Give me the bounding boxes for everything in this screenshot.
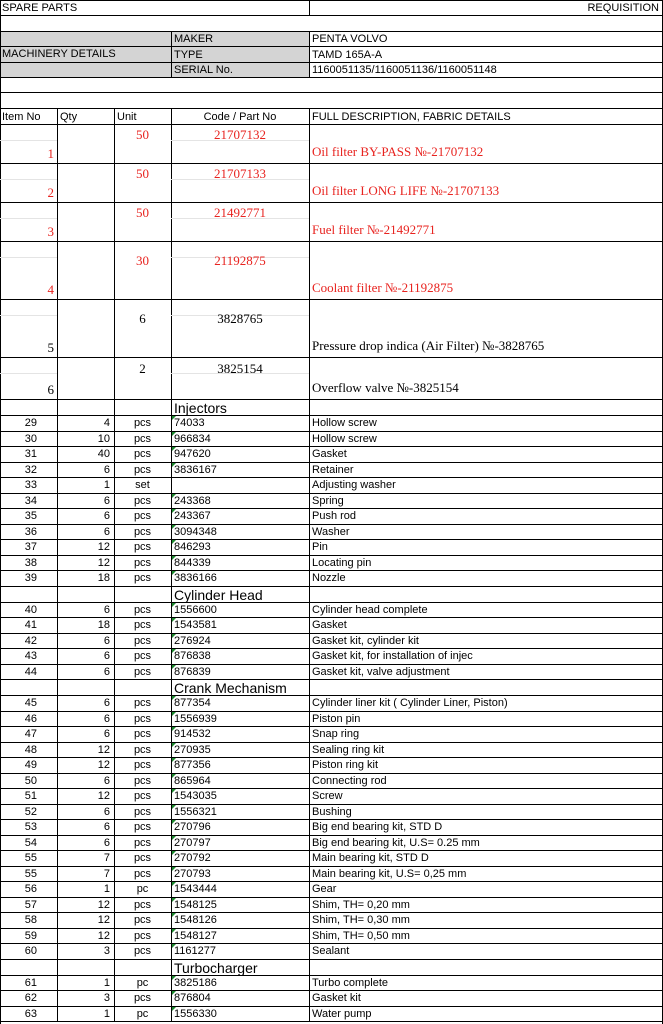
qty-value: 1 <box>103 977 110 989</box>
part-code: 270793 <box>174 868 211 880</box>
part-code: 1161277 <box>174 945 217 957</box>
col-description-header: FULL DESCRIPTION, FABRIC DETAILS <box>312 111 511 123</box>
part-code: 1556330 <box>174 1008 217 1020</box>
qty-value: 12 <box>97 557 110 569</box>
item-number: 57 <box>24 899 37 911</box>
unit-value: pcs <box>133 821 152 833</box>
part-description: Hollow screw <box>312 433 377 445</box>
part-description: Overflow valve №-3825154 <box>312 381 459 395</box>
item-number: 32 <box>24 464 37 476</box>
item-number: 5 <box>47 341 54 355</box>
row-divider <box>0 46 663 47</box>
row-divider <box>0 399 663 400</box>
column-divider <box>309 0 310 15</box>
unit-value: pcs <box>133 526 152 538</box>
part-description: Adjusting washer <box>312 479 396 491</box>
item-number: 51 <box>24 790 37 802</box>
unit-value: pcs <box>133 930 152 942</box>
item-number: 49 <box>24 759 37 771</box>
item-number: 30 <box>24 433 37 445</box>
part-description: Gasket kit, for installation of injec <box>312 650 473 662</box>
qty-value: 7 <box>103 868 110 880</box>
part-description: Main bearing kit, STD D <box>312 852 429 864</box>
qty-value: 18 <box>97 572 110 584</box>
qty-value: 6 <box>103 713 110 725</box>
part-description: Turbo complete <box>312 977 389 989</box>
unit-value: 30 <box>136 254 149 268</box>
part-code: 243368 <box>174 495 211 507</box>
part-description: Gear <box>312 883 337 895</box>
unit-value: pcs <box>133 837 152 849</box>
item-number: 56 <box>24 883 37 895</box>
item-number: 35 <box>24 510 37 522</box>
qty-value: 12 <box>97 541 110 553</box>
part-description: Nozzle <box>312 572 346 584</box>
part-code: 270797 <box>174 837 211 849</box>
row-subline <box>0 179 57 180</box>
item-number: 46 <box>24 713 37 725</box>
row-divider <box>0 124 663 125</box>
qty-value: 6 <box>103 464 110 476</box>
part-description: Connecting rod <box>312 775 387 787</box>
row-divider <box>0 241 663 242</box>
part-code: 1548125 <box>174 899 217 911</box>
unit-value: 6 <box>139 312 146 326</box>
part-code: 914532 <box>174 728 211 740</box>
item-number: 60 <box>24 945 37 957</box>
serial-value: 1160051135/1160051136/1160051148 <box>312 64 497 76</box>
column-divider <box>309 124 310 399</box>
item-number: 41 <box>24 619 37 631</box>
part-description: Bushing <box>312 806 352 818</box>
part-code: 844339 <box>174 557 211 569</box>
part-code: 3094348 <box>174 526 217 538</box>
row-subline <box>0 373 57 374</box>
row-divider <box>0 0 663 1</box>
part-description: Pin <box>312 541 328 553</box>
part-code: 1556321 <box>174 806 217 818</box>
part-description: Fuel filter №-21492771 <box>312 223 436 237</box>
item-number: 50 <box>24 775 37 787</box>
unit-value: pcs <box>133 464 152 476</box>
row-divider <box>0 586 663 587</box>
maker-label: MAKER <box>174 33 214 45</box>
part-description: Water pump <box>312 1008 372 1020</box>
row-divider <box>0 77 663 78</box>
unit-value: pcs <box>133 557 152 569</box>
item-number: 52 <box>24 806 37 818</box>
row-divider <box>0 92 663 93</box>
unit-value: pcs <box>133 868 152 880</box>
unit-value: pcs <box>133 759 152 771</box>
section-title: Injectors <box>174 400 227 416</box>
item-number: 40 <box>24 604 37 616</box>
column-divider <box>309 31 310 77</box>
part-description: Piston ring kit <box>312 759 379 771</box>
row-divider <box>0 1021 663 1022</box>
qty-value: 1 <box>103 479 110 491</box>
row-subline <box>0 315 57 316</box>
unit-value: pc <box>136 1008 149 1020</box>
row-divider <box>0 15 663 16</box>
part-description: Sealing ring kit <box>312 744 385 756</box>
unit-value: set <box>135 479 150 491</box>
part-code: 876839 <box>174 666 211 678</box>
part-code: 276924 <box>174 635 211 647</box>
part-code: 1543581 <box>174 619 217 631</box>
unit-value: pcs <box>133 510 152 522</box>
qty-value: 6 <box>103 650 110 662</box>
column-divider <box>57 124 58 399</box>
column-divider <box>171 399 172 1021</box>
item-number: 63 <box>24 1008 37 1020</box>
unit-value: pcs <box>133 899 152 911</box>
qty-value: 12 <box>97 759 110 771</box>
unit-value: pcs <box>133 572 152 584</box>
item-number: 61 <box>24 977 37 989</box>
serial-label: SERIAL No. <box>174 64 233 76</box>
part-code: 846293 <box>174 541 211 553</box>
qty-value: 6 <box>103 666 110 678</box>
unit-value: 2 <box>139 362 146 376</box>
unit-value: pcs <box>133 495 152 507</box>
unit-value: pcs <box>133 992 152 1004</box>
row-divider <box>0 299 663 300</box>
part-description: Oil filter LONG LIFE №-21707133 <box>312 184 500 198</box>
section-title: Turbocharger <box>174 959 258 976</box>
qty-value: 6 <box>103 495 110 507</box>
part-description: Spring <box>312 495 344 507</box>
part-code: 21707133 <box>214 167 266 181</box>
part-description: Locating pin <box>312 557 372 569</box>
row-divider <box>0 679 663 680</box>
row-divider <box>0 108 663 109</box>
item-number: 2 <box>47 186 54 200</box>
part-code: 3825154 <box>217 362 263 376</box>
qty-value: 4 <box>103 417 110 429</box>
qty-value: 12 <box>97 790 110 802</box>
unit-value: pc <box>136 883 149 895</box>
item-number: 33 <box>24 479 37 491</box>
part-code: 21192875 <box>214 254 266 268</box>
part-code: 1543444 <box>174 883 217 895</box>
part-code: 876804 <box>174 992 211 1004</box>
part-code: 876838 <box>174 650 211 662</box>
unit-value: pcs <box>133 728 152 740</box>
item-number: 29 <box>24 417 37 429</box>
unit-value: pcs <box>133 619 152 631</box>
item-number: 47 <box>24 728 37 740</box>
qty-value: 12 <box>97 914 110 926</box>
qty-value: 6 <box>103 821 110 833</box>
unit-value: pc <box>136 977 149 989</box>
part-description: Oil filter BY-PASS №-21707132 <box>312 145 484 159</box>
column-divider <box>114 399 115 1021</box>
part-description: Gasket <box>312 448 347 460</box>
part-description: Gasket kit, valve adjustment <box>312 666 450 678</box>
qty-value: 6 <box>103 697 110 709</box>
unit-value: pcs <box>133 806 152 818</box>
col-code-header: Code / Part No <box>203 111 277 123</box>
part-code: 877354 <box>174 697 211 709</box>
part-description: Screw <box>312 790 343 802</box>
unit-value: pcs <box>133 417 152 429</box>
row-divider <box>0 62 663 63</box>
column-divider <box>114 108 115 124</box>
part-description: Shim, TH= 0,30 mm <box>312 914 410 926</box>
qty-value: 6 <box>103 837 110 849</box>
item-number: 45 <box>24 697 37 709</box>
part-description: Gasket <box>312 619 347 631</box>
maker-value: PENTA VOLVO <box>312 33 388 45</box>
type-value: TAMD 165A-A <box>312 49 383 61</box>
col-item-header: Item No <box>2 111 41 123</box>
qty-value: 6 <box>103 510 110 522</box>
qty-value: 3 <box>103 992 110 1004</box>
unit-value: pcs <box>133 604 152 616</box>
section-title: Cylinder Head <box>174 586 263 603</box>
machinery-details-label: MACHINERY DETAILS <box>2 48 116 60</box>
item-number: 43 <box>24 650 37 662</box>
item-number: 38 <box>24 557 37 569</box>
item-number: 59 <box>24 930 37 942</box>
part-code: 3836167 <box>174 464 217 476</box>
part-code: 1548126 <box>174 914 217 926</box>
unit-value: pcs <box>133 713 152 725</box>
row-subline <box>0 218 57 219</box>
qty-value: 10 <box>97 433 110 445</box>
sheet-title: SPARE PARTS <box>2 2 78 14</box>
unit-value: pcs <box>133 914 152 926</box>
part-description: Push rod <box>312 510 357 522</box>
part-code: 1543035 <box>174 790 217 802</box>
part-code: 865964 <box>174 775 211 787</box>
section-title: Crank Mechanism <box>174 680 287 696</box>
unit-value: pcs <box>133 852 152 864</box>
item-number: 37 <box>24 541 37 553</box>
column-divider <box>171 108 172 124</box>
qty-value: 6 <box>103 775 110 787</box>
part-code: 74033 <box>174 417 205 429</box>
qty-value: 6 <box>103 806 110 818</box>
item-number: 3 <box>47 225 54 239</box>
row-divider <box>0 959 663 960</box>
unit-value: 50 <box>136 128 149 142</box>
part-code: 243367 <box>174 510 211 522</box>
part-code: 3828765 <box>217 312 263 326</box>
part-code: 1548127 <box>174 930 217 942</box>
row-divider <box>0 202 663 203</box>
part-code: 270792 <box>174 852 211 864</box>
part-description: Coolant filter №-21192875 <box>312 281 454 295</box>
item-number: 58 <box>24 914 37 926</box>
part-code: 966834 <box>174 433 211 445</box>
part-code: 3825186 <box>174 977 217 989</box>
item-number: 4 <box>47 283 54 297</box>
part-description: Snap ring <box>312 728 360 740</box>
column-divider <box>57 399 58 1021</box>
qty-value: 6 <box>103 728 110 740</box>
requisition-label: REQUISITION <box>587 2 659 14</box>
part-description: Gasket kit, cylinder kit <box>312 635 419 647</box>
qty-value: 18 <box>97 619 110 631</box>
column-divider <box>309 399 310 1021</box>
part-code: 21492771 <box>214 206 266 220</box>
item-number: 1 <box>47 147 54 161</box>
item-number: 55 <box>24 868 37 880</box>
column-divider <box>171 31 172 77</box>
item-number: 42 <box>24 635 37 647</box>
part-description: Cylinder liner kit ( Cylinder Liner, Piston) <box>312 697 508 709</box>
part-description: Washer <box>312 526 350 538</box>
part-code: 270935 <box>174 744 211 756</box>
part-description: Big end bearing kit, STD D <box>312 821 443 833</box>
unit-value: pcs <box>133 775 152 787</box>
item-number: 6 <box>47 383 54 397</box>
item-number: 55 <box>24 852 37 864</box>
part-description: Pressure drop indica (Air Filter) №-3828765 <box>312 339 545 353</box>
part-description: Sealant <box>312 945 350 957</box>
part-description: Piston pin <box>312 713 361 725</box>
qty-value: 6 <box>103 526 110 538</box>
item-number: 54 <box>24 837 37 849</box>
col-unit-header: Unit <box>117 111 137 123</box>
qty-value: 12 <box>97 930 110 942</box>
part-code: 947620 <box>174 448 211 460</box>
part-description: Main bearing kit, U.S= 0,25 mm <box>312 868 467 880</box>
item-number: 34 <box>24 495 37 507</box>
part-code: 877356 <box>174 759 211 771</box>
unit-value: pcs <box>133 790 152 802</box>
part-code: 1556600 <box>174 604 217 616</box>
part-code: 1556939 <box>174 713 217 725</box>
row-subline <box>0 140 57 141</box>
part-code: 270796 <box>174 821 211 833</box>
row-divider <box>0 163 663 164</box>
part-description: Gasket kit <box>312 992 361 1004</box>
qty-value: 12 <box>97 899 110 911</box>
qty-value: 1 <box>103 883 110 895</box>
item-number: 62 <box>24 992 37 1004</box>
item-number: 39 <box>24 572 37 584</box>
unit-value: pcs <box>133 541 152 553</box>
row-subline <box>0 257 57 258</box>
unit-value: pcs <box>133 666 152 678</box>
item-number: 48 <box>24 744 37 756</box>
column-divider <box>57 108 58 124</box>
row-divider <box>0 357 663 358</box>
part-description: Hollow screw <box>312 417 377 429</box>
part-description: Shim, TH= 0,20 mm <box>312 899 410 911</box>
unit-value: 50 <box>136 206 149 220</box>
part-description: Retainer <box>312 464 354 476</box>
part-description: Big end bearing kit, U.S= 0.25 mm <box>312 837 480 849</box>
unit-value: pcs <box>133 635 152 647</box>
unit-value: pcs <box>133 433 152 445</box>
qty-value: 7 <box>103 852 110 864</box>
qty-value: 40 <box>97 448 110 460</box>
item-number: 31 <box>24 448 37 460</box>
column-divider <box>0 0 1 1024</box>
type-label: TYPE <box>174 49 203 61</box>
qty-value: 1 <box>103 1008 110 1020</box>
unit-value: 50 <box>136 167 149 181</box>
part-code: 3836166 <box>174 572 217 584</box>
col-qty-header: Qty <box>60 111 78 123</box>
qty-value: 3 <box>103 945 110 957</box>
part-code: 21707132 <box>214 128 266 142</box>
unit-value: pcs <box>133 650 152 662</box>
unit-value: pcs <box>133 448 152 460</box>
item-number: 53 <box>24 821 37 833</box>
unit-value: pcs <box>133 945 152 957</box>
item-number: 44 <box>24 666 37 678</box>
row-divider <box>0 31 663 32</box>
part-description: Cylinder head complete <box>312 604 428 616</box>
qty-value: 6 <box>103 604 110 616</box>
unit-value: pcs <box>133 697 152 709</box>
unit-value: pcs <box>133 744 152 756</box>
item-number: 36 <box>24 526 37 538</box>
part-description: Shim, TH= 0,50 mm <box>312 930 410 942</box>
column-divider <box>309 108 310 124</box>
qty-value: 6 <box>103 635 110 647</box>
qty-value: 12 <box>97 744 110 756</box>
